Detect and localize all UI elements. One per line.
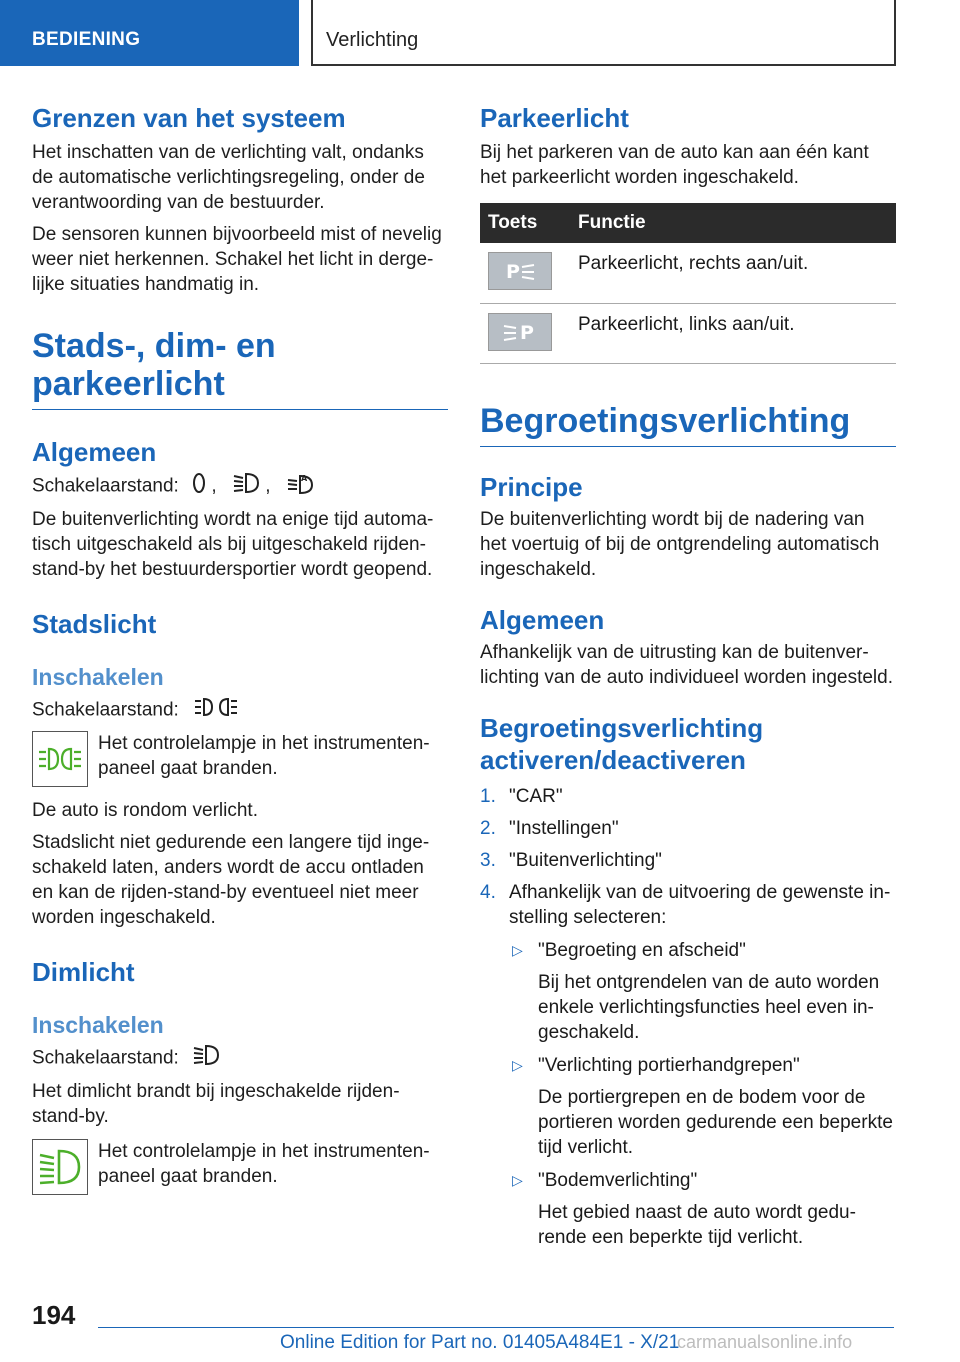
table-header-key: Toets	[480, 203, 578, 243]
svg-text:P: P	[520, 321, 534, 344]
parking-light-heading: Parkeerlicht	[480, 103, 629, 133]
parking-lights-icon	[192, 696, 240, 725]
list-item: ▷ "Bodemverlichting" Het gebied naast de auto wordt gedurende een beperkte tijd verlicht.	[512, 1169, 856, 1248]
activate-heading-line-2: activeren/deactiveren	[480, 744, 746, 775]
header-section-label: BEDIENING	[32, 29, 141, 50]
chapter-heading-line-1: Stads-, dim- en	[32, 327, 276, 365]
table-cell-function: Parkeerlicht, links aan/uit.	[578, 303, 896, 363]
right-general-heading: Algemeen	[480, 604, 605, 635]
light-off-icon	[192, 472, 206, 501]
activate-heading-line-1: Begroetingsverlichting	[480, 712, 764, 743]
table-header-function: Functie	[578, 203, 896, 243]
general-heading: Algemeen	[32, 437, 157, 467]
welcome-light-chapter-heading: Begroetingsverlichting	[480, 402, 896, 447]
parking-left-button[interactable]	[488, 313, 552, 351]
switch-positions-line: Schakelaarstand: , , A	[32, 472, 448, 501]
auto-light-icon	[286, 472, 314, 501]
footer-divider	[98, 1327, 894, 1328]
city-paragraph-2: Stadslicht niet gedurende een langere tijd ingeschakeld laten, anders wordt de accu ontladen en kan de rijden-stand-by eventueel niet meer worden ingeschakeld.	[32, 832, 430, 928]
list-item: 1. "CAR"	[480, 785, 563, 807]
table-header-row	[480, 203, 896, 243]
low-beam-icon	[232, 472, 260, 501]
triangle-bullet-icon: ▷	[512, 1056, 523, 1073]
low-beam-indicator-row	[32, 1139, 448, 1195]
city-indicator-lamp-icon	[32, 731, 88, 787]
right-column	[480, 102, 896, 1258]
switch-label: Schakelaarstand:	[32, 1047, 179, 1069]
limits-heading: Grenzen van het systeem	[32, 103, 346, 133]
list-item: 2. "Instellingen"	[480, 817, 619, 839]
steps-list	[480, 784, 896, 1250]
parking-right-icon	[500, 259, 540, 283]
limits-paragraph-1: Het inschatten van de verlichting valt, ondanks de automatische verlichtingsregeling, onder de verantwoording van de bestuurder.	[32, 142, 425, 213]
table-row	[480, 303, 896, 363]
page-number: 194	[32, 1300, 76, 1330]
low-beam-icon	[192, 1044, 220, 1073]
footer-edition: Online Edition for Part no. 01405A484E1 - X/21	[280, 1332, 680, 1353]
list-item: ▷ "Begroeting en afscheid" Bij het ontgrendelen van de auto worden enkele verlichtingsfuncties heel even ingeschakeld.	[512, 939, 880, 1043]
limits-paragraph-2: De sensoren kunnen bijvoorbeeld mist of nevelig weer niet herkennen. Schakel het licht in dergelijke situaties handmatig in.	[32, 224, 442, 295]
parking-left-icon	[500, 320, 540, 344]
low-beam-subheading: Inschakelen	[32, 1012, 164, 1038]
switch-label: Schakelaarstand:	[32, 475, 179, 497]
activate-heading	[480, 712, 896, 776]
chapter-heading-lights	[32, 327, 448, 410]
city-paragraph-1: De auto is rondom verlicht.	[32, 800, 258, 821]
low-beam-switch-line	[32, 1044, 448, 1073]
principle-heading: Principe	[480, 471, 583, 502]
left-column	[32, 102, 448, 1195]
general-paragraph: De buitenverlichting wordt na enige tijd automatisch uitgeschakeld als bij uitgeschakeld rijden-stand-by het bestuurdersportier wordt geopend.	[32, 509, 434, 580]
chapter-heading-line-2: parkeerlicht	[32, 365, 225, 403]
list-item: 3. "Buitenverlichting"	[480, 849, 662, 871]
city-light-heading: Stadslicht	[32, 609, 157, 639]
low-beam-heading: Dimlicht	[32, 957, 135, 987]
svg-text:A: A	[300, 474, 307, 483]
parking-light-paragraph: Bij het parkeren van de auto kan aan één kant het parkeerlicht worden ingeschakeld.	[480, 142, 869, 188]
svg-text:P: P	[506, 261, 520, 283]
switch-label: Schakelaarstand:	[32, 699, 179, 721]
list-item: 4. Afhankelijk van de uitvoering de gewenste instelling selecteren: ▷ "Begroeting en afscheid" Bij het ontgrendelen van de auto worden enkele verlichtingsfuncties heel even ingeschakeld. ▷ "Verlichting portierhandgrepen" De portiergrepen en de bodem voor de portieren worden gedurende een beperkte tijd verlicht. ▷ "Bodemverlichting" Het gebied naast de auto wordt gedurende een beperkte tijd verlicht.	[480, 880, 896, 1250]
city-indicator-text: Het controlelampje in het instrumentenpaneel gaat branden.	[98, 733, 430, 779]
header-chapter-box	[311, 0, 896, 66]
table-cell-key	[480, 243, 578, 303]
parking-light-table	[480, 203, 896, 364]
table-row	[480, 243, 896, 303]
list-item: ▷ "Verlichting portierhandgrepen" De portiergrepen en de bodem voor de portieren worden gedurende een beperkte tijd verlicht.	[512, 1054, 893, 1158]
low-beam-paragraph: Het dimlicht brandt bij ingeschakelde rijden-stand-by.	[32, 1081, 400, 1127]
watermark: carmanualsonline.info	[677, 1332, 853, 1352]
parking-right-button[interactable]	[488, 252, 552, 290]
header-section-tab	[0, 0, 299, 66]
low-beam-indicator-lamp-icon	[32, 1139, 88, 1195]
city-indicator-row	[32, 731, 448, 787]
table-cell-key	[480, 303, 578, 363]
triangle-bullet-icon: ▷	[512, 1171, 523, 1188]
principle-paragraph: De buitenverlichting wordt bij de nadering van het voertuig of bij de ontgrendeling automatisch ingeschakeld.	[480, 508, 880, 580]
right-general-paragraph: Afhankelijk van de uitrusting kan de buitenverlichting van de auto individueel worden ingesteld.	[480, 641, 893, 688]
table-cell-function: Parkeerlicht, rechts aan/uit.	[578, 243, 896, 303]
options-list	[509, 938, 896, 1250]
city-switch-line	[32, 696, 448, 725]
low-beam-indicator-text: Het controlelampje in het instrumentenpaneel gaat branden.	[98, 1141, 430, 1187]
header-chapter-label: Verlichting	[326, 29, 419, 51]
triangle-bullet-icon: ▷	[512, 941, 523, 958]
city-light-subheading: Inschakelen	[32, 664, 164, 690]
